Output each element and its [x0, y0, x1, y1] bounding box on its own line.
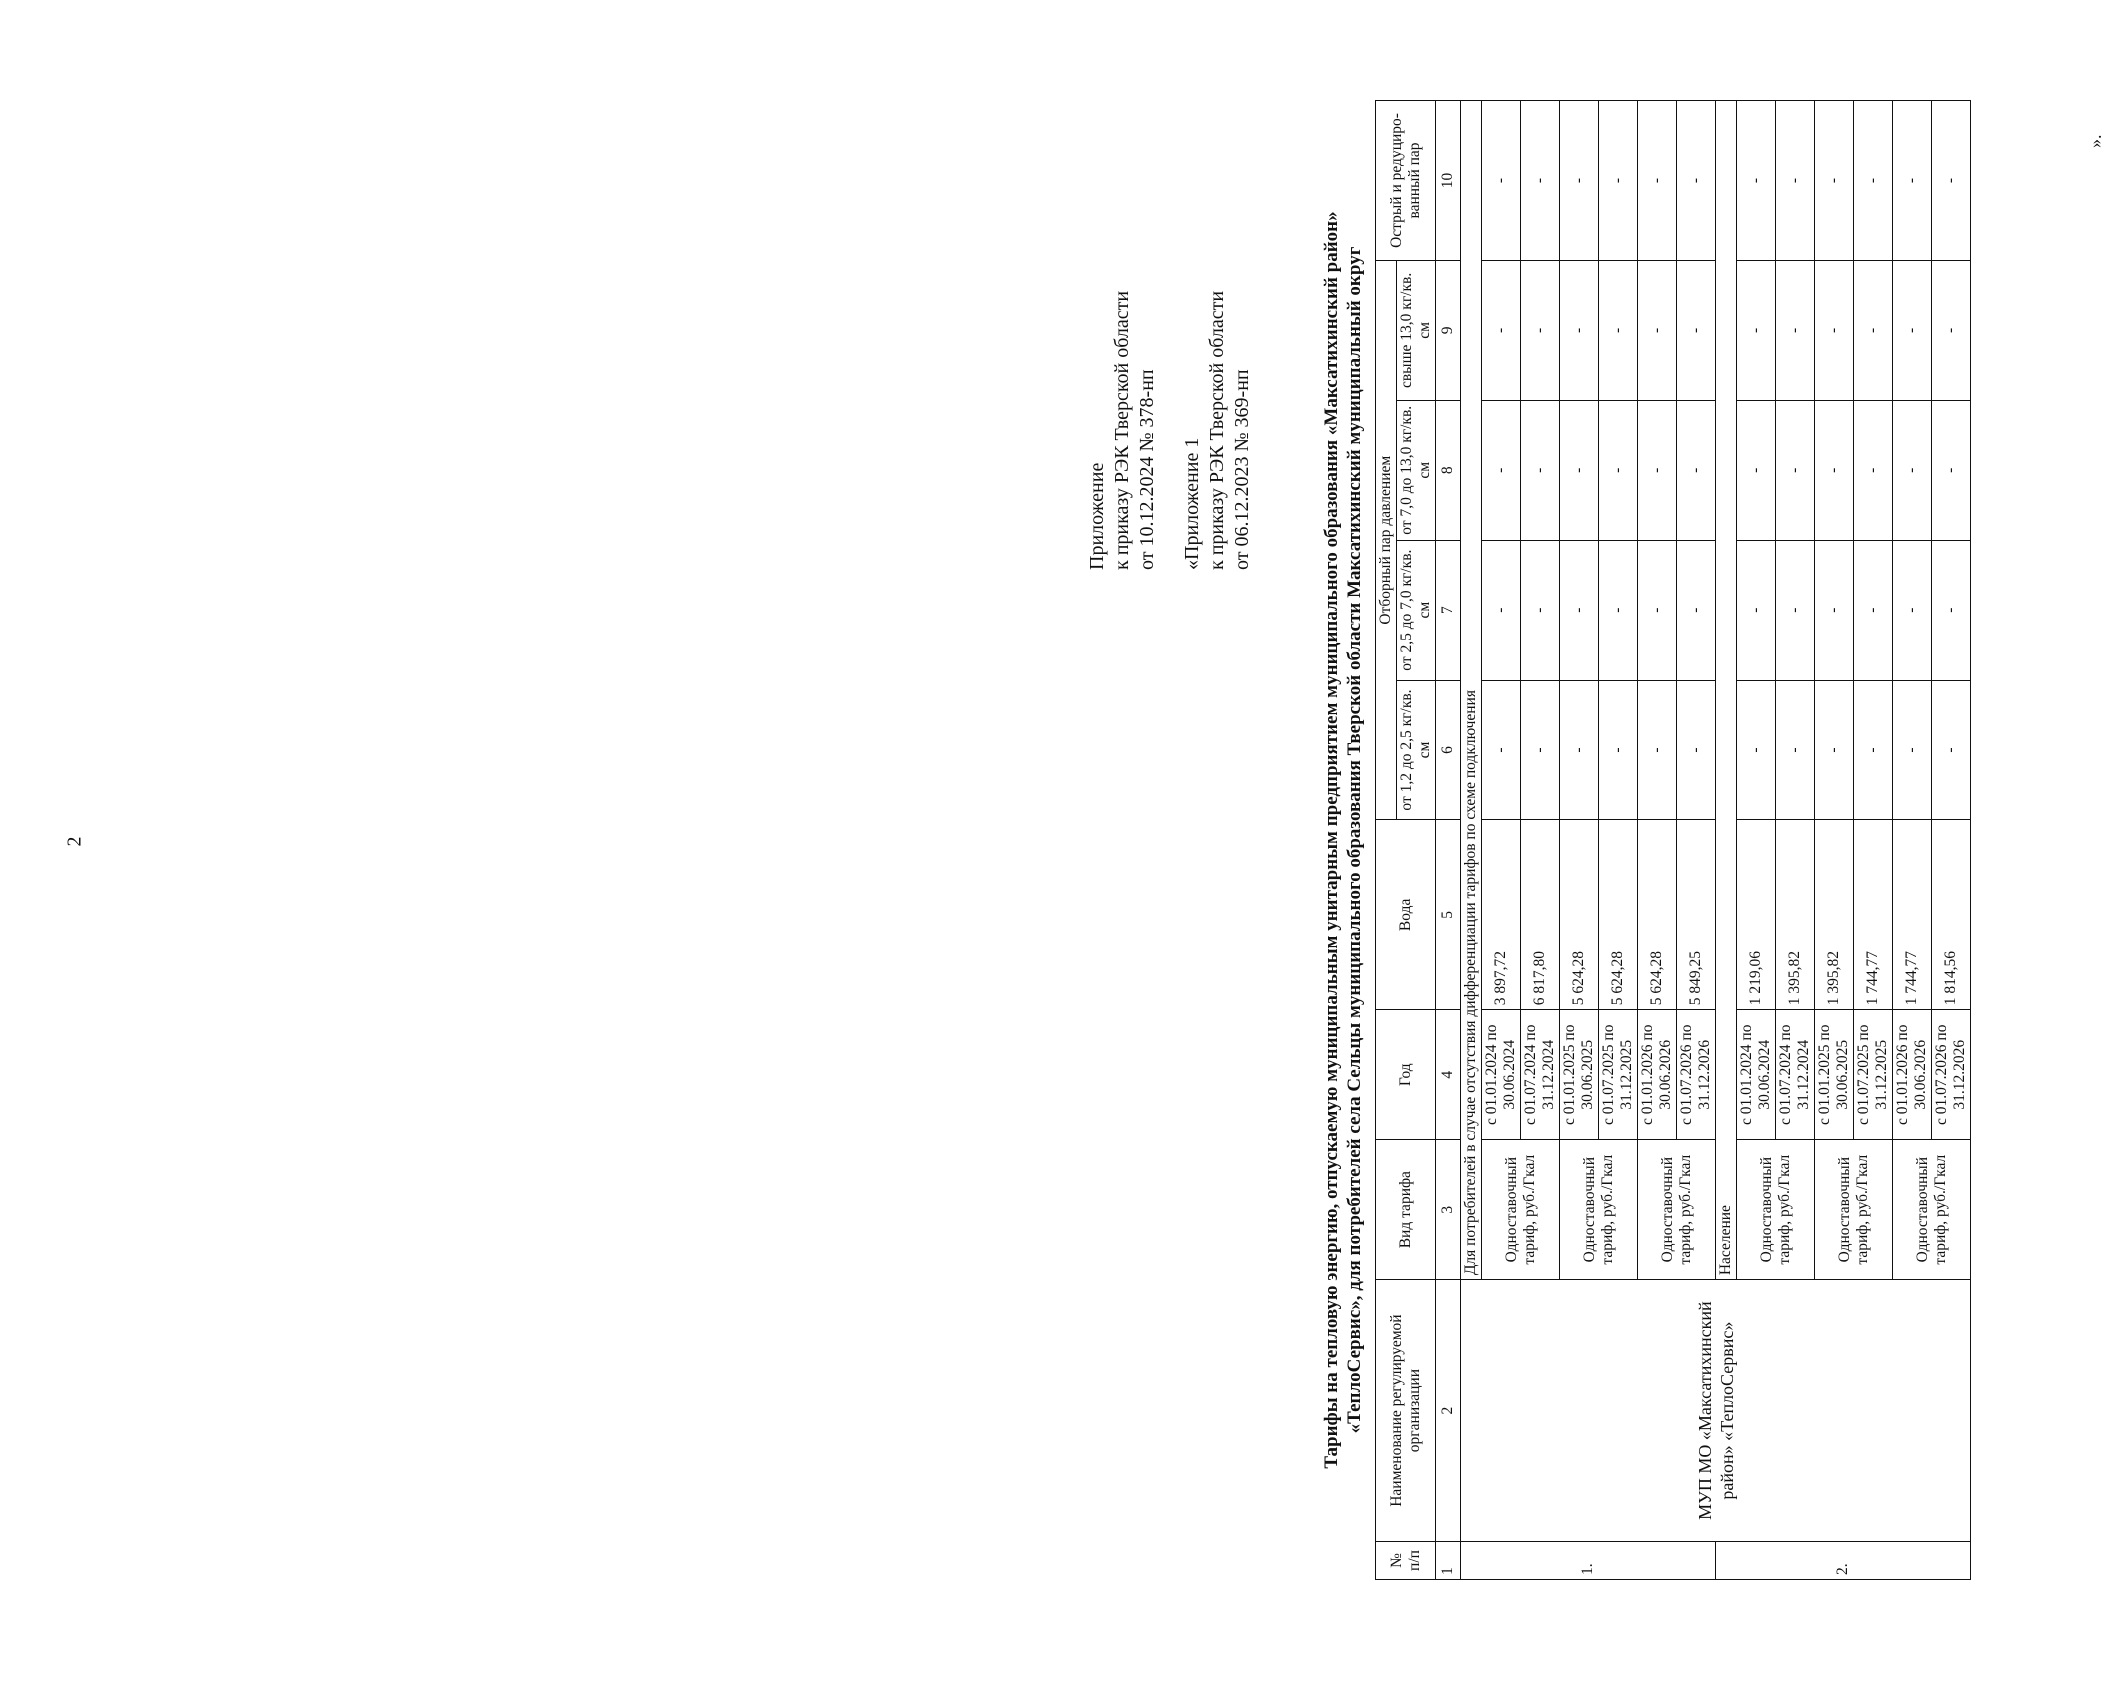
header-pressure-1: от 1,2 до 2,5 кг/кв. см: [1397, 680, 1436, 820]
water-tariff-cell: 6 817,80: [1521, 820, 1560, 1010]
empty-value-cell: -: [1776, 400, 1815, 540]
water-tariff-cell: 1 744,77: [1893, 820, 1932, 1010]
tariff-type-cell: Одноставочный тариф, руб./Гкал: [1737, 1140, 1815, 1280]
header-year: Год: [1376, 1010, 1436, 1140]
annex-previous-line3: от 06.12.2023 № 369-нп: [1231, 369, 1253, 570]
section-index: 1.: [1461, 1542, 1716, 1580]
period-cell: с 01.07.2026 по 31.12.2026: [1932, 1010, 1971, 1140]
period-cell: с 01.01.2026 по 30.06.2026: [1638, 1010, 1677, 1140]
period-cell: с 01.01.2025 по 30.06.2025: [1560, 1010, 1599, 1140]
water-tariff-cell: 5 624,28: [1599, 820, 1638, 1010]
col-number: 10: [1436, 101, 1461, 261]
col-number: 4: [1436, 1010, 1461, 1140]
empty-value-cell: -: [1482, 400, 1521, 540]
empty-value-cell: -: [1482, 260, 1521, 400]
annex-previous: [1180, 291, 1255, 570]
header-tariff-type: Вид тарифа: [1376, 1140, 1436, 1280]
annex-current-line3: от 10.12.2024 № 378-нп: [1136, 369, 1158, 570]
water-tariff-cell: 5 624,28: [1560, 820, 1599, 1010]
empty-value-cell: -: [1482, 101, 1521, 261]
water-tariff-cell: 1 219,06: [1737, 820, 1776, 1010]
section-title: Население: [1716, 101, 1737, 1280]
col-number: 5: [1436, 820, 1461, 1010]
header-sharp-steam: Острый и редуциро-ванный пар: [1376, 101, 1436, 261]
title-line2: «ТеплоСервис», для потребителей села Сельцы муниципального образования Тверской области Максатихинский муниципальный округ: [1344, 246, 1365, 1434]
empty-value-cell: -: [1599, 400, 1638, 540]
empty-value-cell: -: [1599, 260, 1638, 400]
water-tariff-cell: 5 849,25: [1677, 820, 1716, 1010]
tariff-type-cell: Одноставочный тариф, руб./Гкал: [1893, 1140, 1971, 1280]
annex-current-line2: к приказу РЭК Тверской области: [1111, 290, 1133, 570]
col-number: 9: [1436, 260, 1461, 400]
section-row: [1461, 101, 1482, 1580]
empty-value-cell: -: [1854, 101, 1893, 261]
header-pressure-2: от 2,5 до 7,0 кг/кв. см: [1397, 540, 1436, 680]
annex-previous-line2: к приказу РЭК Тверской области: [1206, 290, 1228, 570]
empty-value-cell: -: [1893, 680, 1932, 820]
water-tariff-cell: 5 624,28: [1638, 820, 1677, 1010]
tariff-type-cell: Одноставочный тариф, руб./Гкал: [1815, 1140, 1893, 1280]
col-number: 8: [1436, 400, 1461, 540]
document-title: [1320, 100, 1366, 1580]
col-number: 3: [1436, 1140, 1461, 1280]
col-number: 1: [1436, 1542, 1461, 1580]
period-cell: с 01.01.2025 по 30.06.2025: [1815, 1010, 1854, 1140]
period-cell: с 01.07.2024 по 31.12.2024: [1776, 1010, 1815, 1140]
empty-value-cell: -: [1932, 260, 1971, 400]
empty-value-cell: -: [1932, 101, 1971, 261]
empty-value-cell: -: [1815, 400, 1854, 540]
empty-value-cell: -: [1521, 540, 1560, 680]
empty-value-cell: -: [1521, 260, 1560, 400]
empty-value-cell: -: [1776, 101, 1815, 261]
annex-previous-line1: «Приложение 1: [1181, 437, 1203, 570]
rotated-sheet: [1085, 100, 2105, 1600]
empty-value-cell: -: [1737, 540, 1776, 680]
section-index: 2.: [1716, 1542, 1971, 1580]
empty-value-cell: -: [1599, 540, 1638, 680]
col-number: 7: [1436, 540, 1461, 680]
table-header: [1376, 101, 1461, 1580]
water-tariff-cell: 1 744,77: [1854, 820, 1893, 1010]
header-org: Наименование регулируемой организации: [1376, 1280, 1436, 1542]
empty-value-cell: -: [1932, 540, 1971, 680]
empty-value-cell: -: [1482, 680, 1521, 820]
empty-value-cell: -: [1560, 540, 1599, 680]
tariff-type-cell: Одноставочный тариф, руб./Гкал: [1560, 1140, 1638, 1280]
period-cell: с 01.01.2026 по 30.06.2026: [1893, 1010, 1932, 1140]
header-steam-group: Отборный пар давлением: [1376, 260, 1397, 819]
water-tariff-cell: 1 814,56: [1932, 820, 1971, 1010]
annex-current-line1: Приложение: [1086, 462, 1108, 570]
empty-value-cell: -: [1737, 260, 1776, 400]
empty-value-cell: -: [1893, 260, 1932, 400]
empty-value-cell: -: [1638, 400, 1677, 540]
empty-value-cell: -: [1815, 680, 1854, 820]
empty-value-cell: -: [1893, 540, 1932, 680]
empty-value-cell: -: [1482, 540, 1521, 680]
empty-value-cell: -: [1638, 540, 1677, 680]
empty-value-cell: -: [1737, 400, 1776, 540]
section-title: Для потребителей в случае отсутствия дифференциации тарифов по схеме подключения: [1461, 101, 1482, 1280]
header-no: № п/п: [1376, 1542, 1436, 1580]
empty-value-cell: -: [1638, 680, 1677, 820]
tariff-table: [1375, 100, 1971, 1580]
empty-value-cell: -: [1776, 680, 1815, 820]
empty-value-cell: -: [1776, 260, 1815, 400]
empty-value-cell: -: [1854, 540, 1893, 680]
period-cell: с 01.07.2024 по 31.12.2024: [1521, 1010, 1560, 1140]
water-tariff-cell: 1 395,82: [1776, 820, 1815, 1010]
empty-value-cell: -: [1815, 260, 1854, 400]
empty-value-cell: -: [1599, 680, 1638, 820]
col-number: 2: [1436, 1280, 1461, 1542]
table-body: [1461, 101, 1971, 1580]
empty-value-cell: -: [1599, 101, 1638, 261]
closing-quote: ».: [2085, 134, 2105, 148]
empty-value-cell: -: [1560, 680, 1599, 820]
annex-current: [1085, 291, 1160, 570]
water-tariff-cell: 3 897,72: [1482, 820, 1521, 1010]
tariff-type-cell: Одноставочный тариф, руб./Гкал: [1482, 1140, 1560, 1280]
empty-value-cell: -: [1893, 400, 1932, 540]
empty-value-cell: -: [1737, 101, 1776, 261]
empty-value-cell: -: [1521, 101, 1560, 261]
period-cell: с 01.01.2024 по 30.06.2024: [1482, 1010, 1521, 1140]
title-line1: Тарифы на тепловую энергию, отпускаемую муниципальным унитарным предприятием муниципального образования «Максатихинский район»: [1321, 211, 1342, 1469]
period-cell: с 01.07.2026 по 31.12.2026: [1677, 1010, 1716, 1140]
empty-value-cell: -: [1776, 540, 1815, 680]
empty-value-cell: -: [1932, 400, 1971, 540]
empty-value-cell: -: [1677, 680, 1716, 820]
empty-value-cell: -: [1815, 540, 1854, 680]
empty-value-cell: -: [1521, 680, 1560, 820]
empty-value-cell: -: [1560, 260, 1599, 400]
empty-value-cell: -: [1521, 400, 1560, 540]
page-number: 2: [63, 836, 86, 847]
empty-value-cell: -: [1560, 400, 1599, 540]
water-tariff-cell: 1 395,82: [1815, 820, 1854, 1010]
empty-value-cell: -: [1854, 260, 1893, 400]
empty-value-cell: -: [1677, 260, 1716, 400]
empty-value-cell: -: [1854, 680, 1893, 820]
col-number: 6: [1436, 680, 1461, 820]
header-pressure-4: свыше 13,0 кг/кв. см: [1397, 260, 1436, 400]
empty-value-cell: -: [1560, 101, 1599, 261]
empty-value-cell: -: [1638, 260, 1677, 400]
empty-value-cell: -: [1638, 101, 1677, 261]
header-pressure-3: от 7,0 до 13,0 кг/кв. см: [1397, 400, 1436, 540]
empty-value-cell: -: [1737, 680, 1776, 820]
period-cell: с 01.01.2024 по 30.06.2024: [1737, 1010, 1776, 1140]
empty-value-cell: -: [1677, 101, 1716, 261]
header-water: Вода: [1376, 820, 1436, 1010]
period-cell: с 01.07.2025 по 31.12.2025: [1599, 1010, 1638, 1140]
tariff-type-cell: Одноставочный тариф, руб./Гкал: [1638, 1140, 1716, 1280]
empty-value-cell: -: [1677, 400, 1716, 540]
organization-name: МУП МО «Максатихинский район» «ТеплоСервис»: [1461, 1280, 1971, 1542]
empty-value-cell: -: [1893, 101, 1932, 261]
empty-value-cell: -: [1815, 101, 1854, 261]
empty-value-cell: -: [1932, 680, 1971, 820]
column-number-row: [1436, 101, 1461, 1580]
empty-value-cell: -: [1677, 540, 1716, 680]
period-cell: с 01.07.2025 по 31.12.2025: [1854, 1010, 1893, 1140]
empty-value-cell: -: [1854, 400, 1893, 540]
